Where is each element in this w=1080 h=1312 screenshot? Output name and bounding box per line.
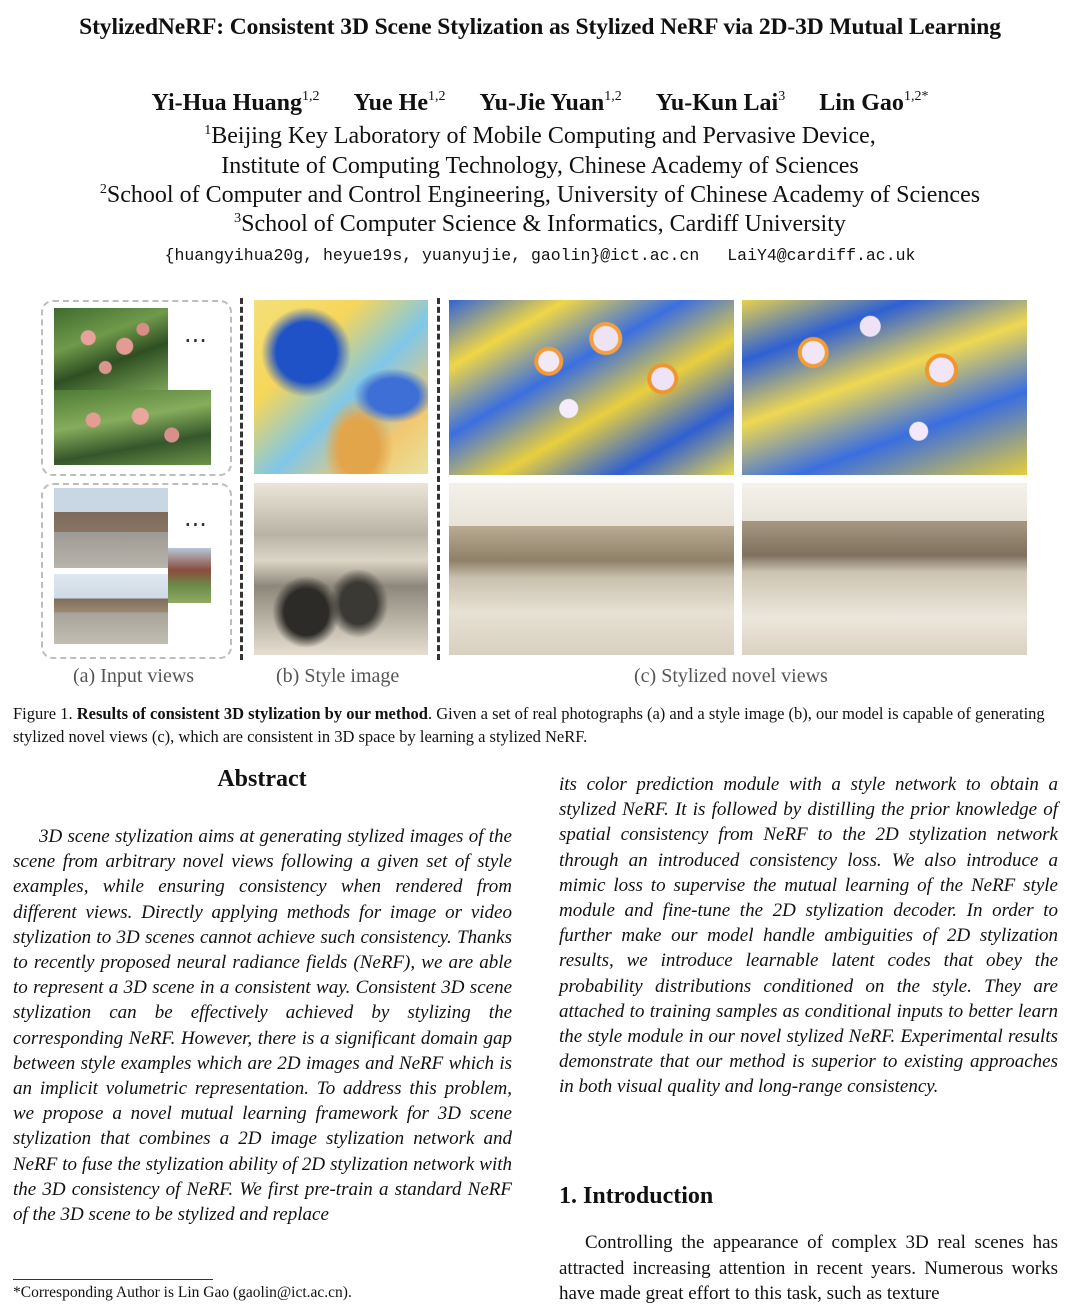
author-name: Yu-Jie Yuan — [479, 90, 605, 116]
input-photo-playground-1 — [54, 488, 168, 568]
author-sup: 3 — [778, 89, 786, 104]
stylized-view-playground-1 — [449, 483, 734, 655]
separator-line — [240, 298, 243, 660]
author — [479, 90, 621, 117]
label-stylized-views: (c) Stylized novel views — [634, 665, 828, 687]
author-name: Lin Gao — [819, 90, 904, 116]
style-image-painting — [254, 300, 428, 474]
introduction-text — [559, 1230, 1058, 1307]
author-sup: 1,2* — [903, 89, 929, 104]
affiliation-line: $^1$Beijing Key Laboratory of Mobile Computing and Pervasive Device, — [204, 123, 876, 149]
footnote-rule — [13, 1279, 213, 1280]
stylized-view-playground-2 — [742, 483, 1027, 655]
author — [656, 90, 786, 117]
affiliation-line: $^2$School of Computer and Control Engineering, University of Chinese Academy of Sciences — [99, 182, 981, 208]
author-sup: 1,2 — [302, 89, 320, 104]
abstract-right-column — [559, 772, 1058, 1100]
author-name: Yue He — [353, 90, 428, 116]
abstract-heading: Abstract — [217, 766, 307, 792]
stylized-view-flower-1 — [449, 300, 734, 475]
input-photo-flower-2 — [54, 390, 211, 465]
input-photo-playground-3 — [54, 574, 168, 644]
author — [819, 90, 928, 117]
label-input-views: (a) Input views — [73, 665, 195, 687]
ellipsis: ... — [184, 504, 207, 532]
author-name: Yi-Hua Huang — [151, 90, 303, 116]
style-image-ink-landscape — [254, 483, 428, 655]
email-cardiff: LaiY4@cardiff.ac.uk — [727, 246, 916, 265]
abstract-left-column — [13, 824, 512, 1227]
input-photo-flower-1 — [54, 308, 168, 393]
footnote: *Corresponding Author is Lin Gao (gaolin@ict.ac.cn). — [13, 1284, 352, 1301]
author-sup: 1,2 — [604, 89, 622, 104]
paper-title: StylizedNeRF: Consistent 3D Scene Stylization as Stylized NeRF via 2D-3D Mutual Learning — [79, 14, 1001, 40]
affiliation-line: Institute of Computing Technology, Chinese Academy of Sciences — [221, 153, 859, 179]
figure-1 — [0, 290, 1080, 690]
author-list — [0, 90, 1080, 117]
introduction-heading: 1. Introduction — [559, 1183, 714, 1209]
author — [152, 90, 320, 117]
introduction-paragraph: Controlling the appearance of complex 3D real scenes has attracted increasing attention in recent years. Numerous works have made great effort to this task, such as texture — [559, 1232, 1058, 1304]
stylized-view-flower-2 — [742, 300, 1027, 475]
abstract-paragraph-continued: its color prediction module with a style network to obtain a stylized NeRF. It is followed by distilling the prior knowledge of spatial consistency from NeRF to the 2D stylization network through an introduced consistency loss. We also introduce a mimic loss to supervise the mutual learning of the NeRF style module and fine-tune the 2D stylization decoder. In order to further make our model handle ambiguities of 2D stylization results, we introduce learnable latent codes that obey the probability distributions conditioned on the style. They are attached to training samples as conditional inputs to better learn the style module in our novel stylized NeRF. Experimental results demonstrate that our method is superior to existing approaches in both visual quality and long-range consistency. — [559, 774, 1058, 1098]
affiliation-line: $^3$School of Computer Science & Informatics, Cardiff University — [234, 211, 846, 237]
ellipsis: ... — [184, 320, 207, 348]
label-style-image: (b) Style image — [276, 665, 400, 687]
abstract-paragraph: 3D scene stylization aims at generating stylized images of the scene from arbitrary novel views following a given set of style examples, while ensuring consistency when rendered from different views. Directly applying methods for image or video stylization to 3D scenes cannot achieve such consistency. Thanks to recently proposed neural radiance fields (NeRF), we are able to represent a 3D scene in a consistent way. Consistent 3D scene stylization can be effectively achieved by stylizing the corresponding NeRF. However, there is a significant domain gap between style examples which are 2D images and NeRF which is an implicit volumetric representation. To address this problem, we propose a novel mutual learning framework for 3D scene stylization that combines a 2D image stylization network and NeRF to fuse the stylization ability of 2D stylization network with the 3D consistency of NeRF. We first pre-train a standard NeRF of the 3D scene to be stylized and replace — [13, 826, 512, 1226]
author-sup: 1,2 — [427, 89, 446, 104]
figure-caption: Figure 1. Results of consistent 3D stylization by our method. Given a set of real photographs (a) and a style image (b), our model is capable of generating stylized novel views (c), which are consistent in 3D space by learning a stylized NeRF. — [13, 704, 1045, 746]
author-name: Yu-Kun Lai — [655, 90, 779, 116]
email-ict: {huangyihua20g, heyue19s, yuanyujie, gaolin}@ict.ac.cn — [164, 246, 700, 265]
email-line — [0, 246, 1080, 265]
author — [354, 90, 446, 117]
input-photo-playground-2 — [168, 548, 211, 603]
separator-line — [437, 298, 440, 660]
